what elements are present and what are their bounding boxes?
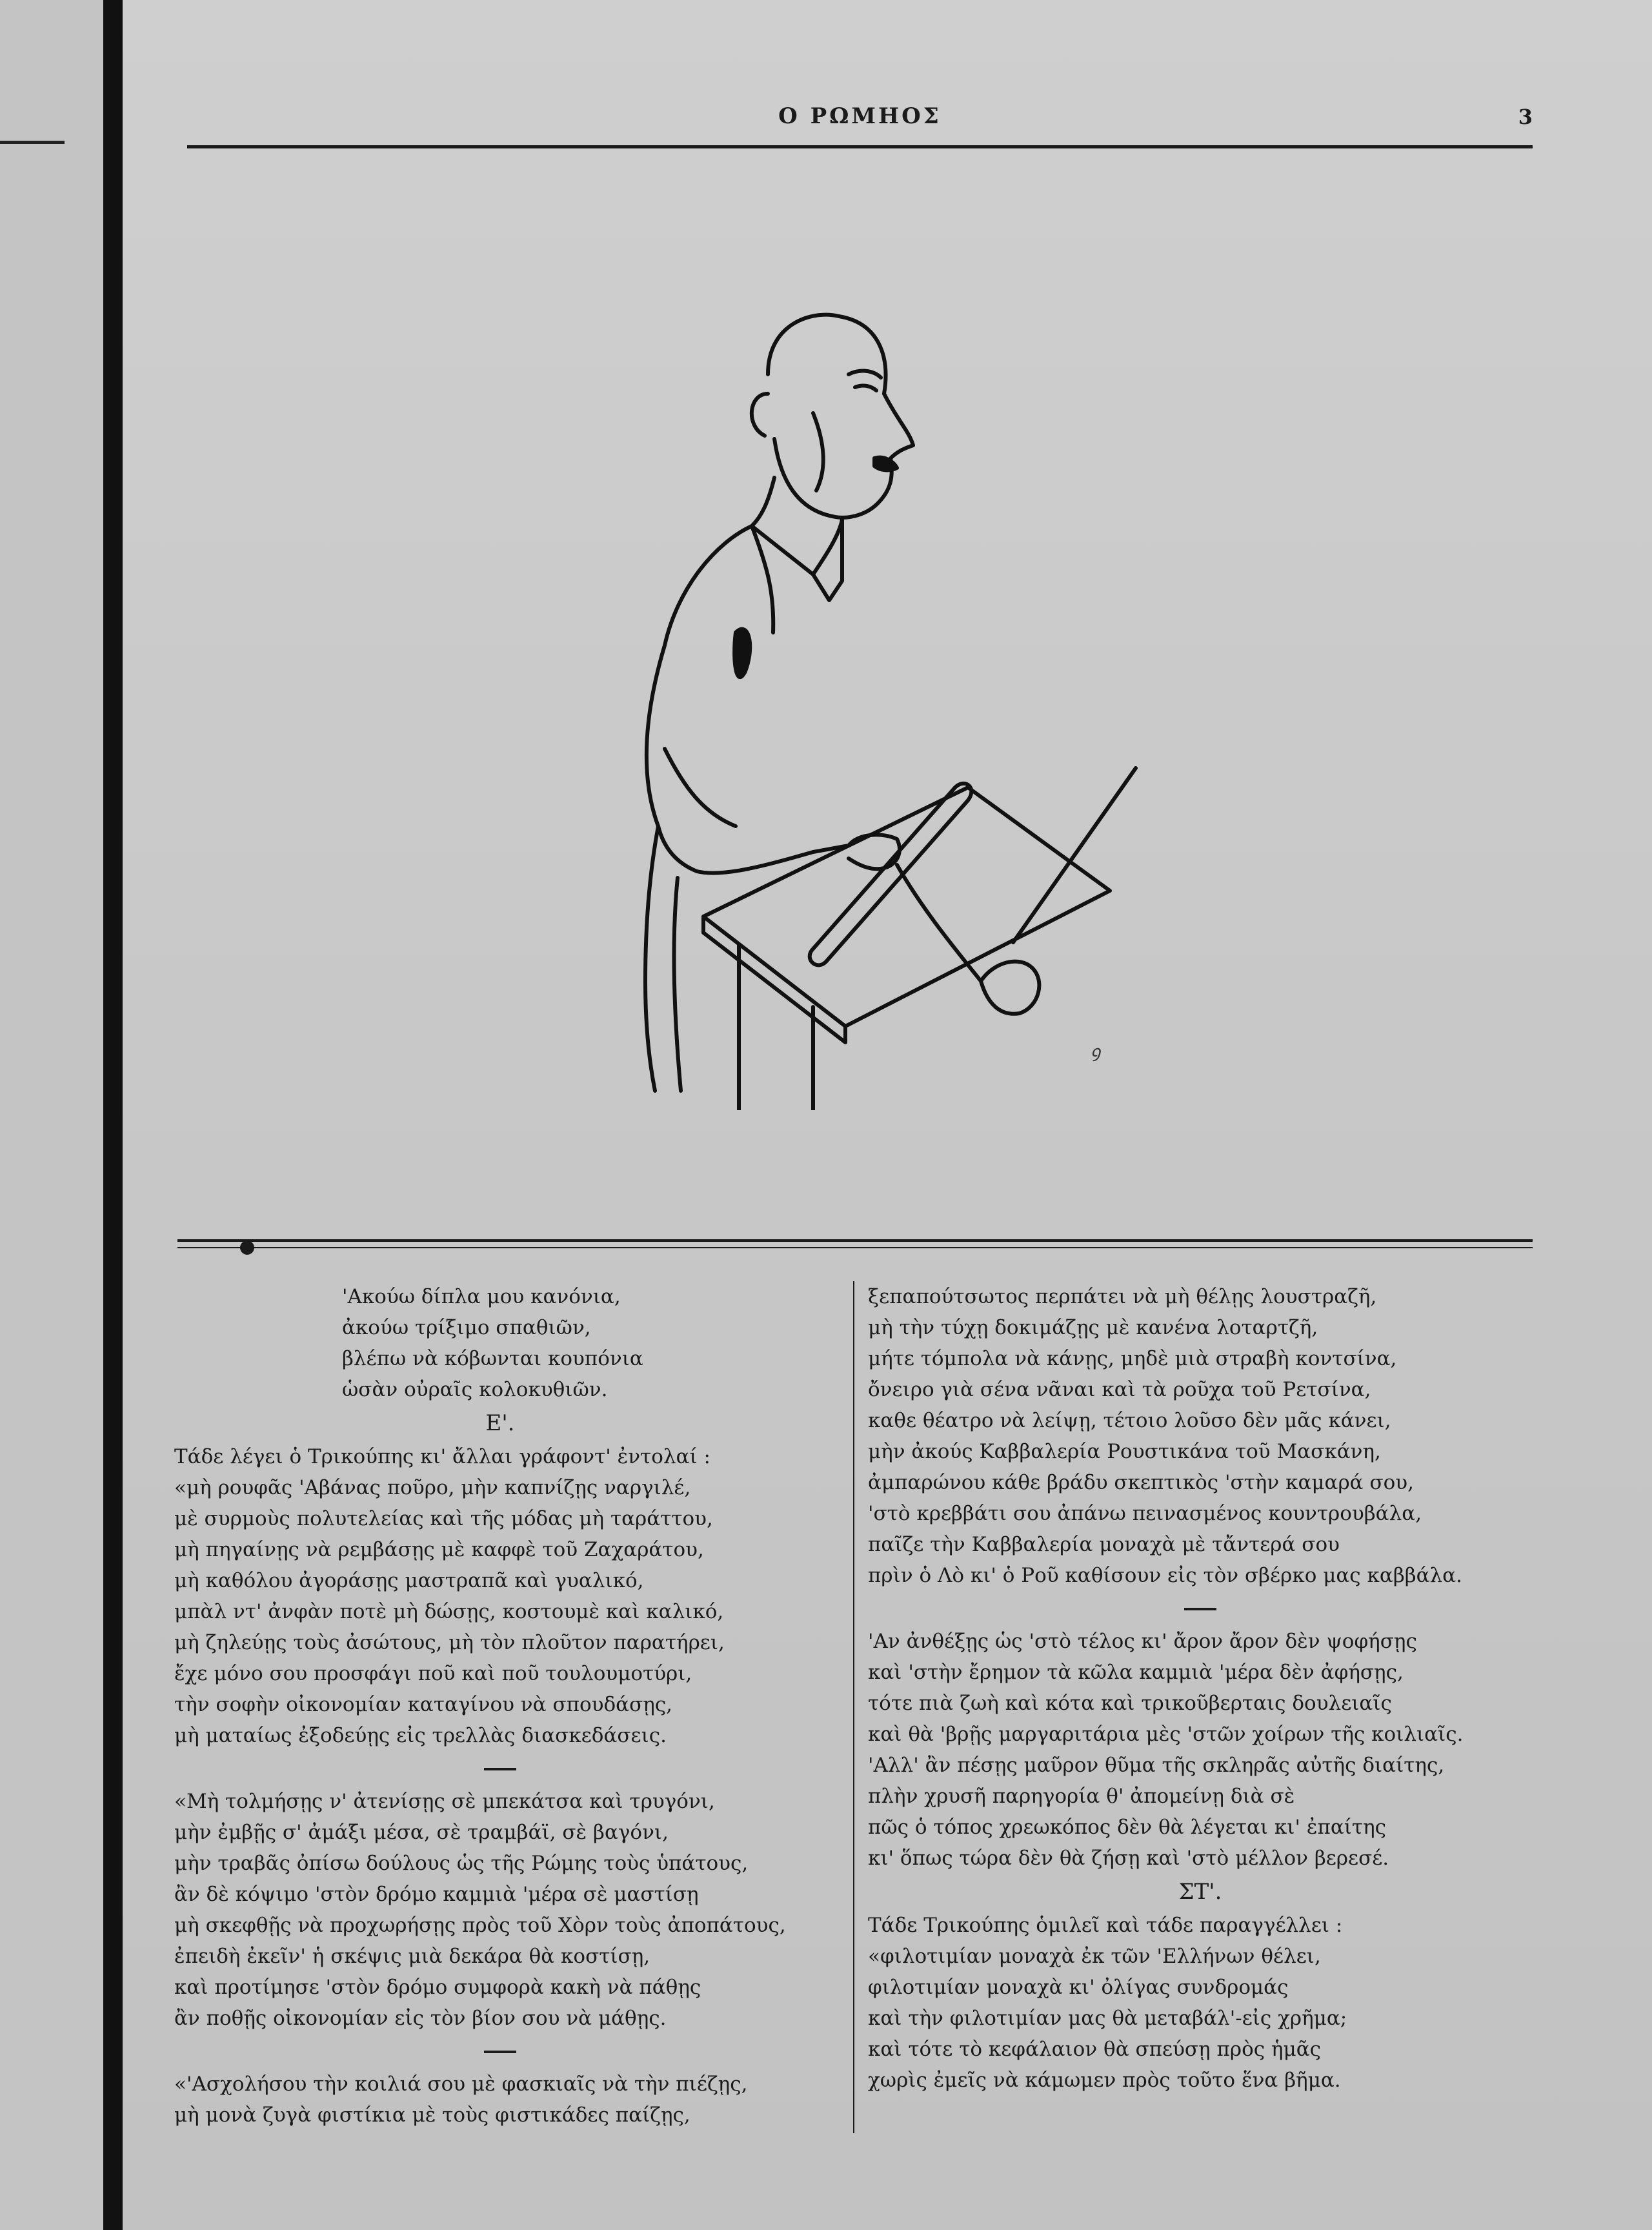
section-heading-e: Ε'. (485, 1410, 515, 1436)
column-divider (853, 1281, 854, 2133)
face-profile (832, 394, 913, 518)
verse-line: μὴν τραβᾶς ὀπίσω δούλους ὡς τῆς Ρώμης τοὺς ὑπάτους, (174, 1852, 749, 1875)
left-column (174, 1281, 826, 2131)
verse-line: μὴ πηγαίνῃς νὰ ρεμβάσῃς μὲ καφφὲ τοῦ Ζαχαράτου, (174, 1538, 704, 1561)
verse-line: καὶ θὰ 'βρῇς μαργαριτάρια μὲς 'στῶν χοίρων τῆς κοιλιαῖς. (868, 1723, 1464, 1746)
book-gutter (103, 0, 123, 2230)
stanza (868, 1626, 1533, 1874)
newspaper-title: Ο ΡΩΜΗΟΣ (778, 103, 942, 129)
leg-line (674, 878, 681, 1091)
stanza-separator (484, 1768, 516, 1770)
verse-line: τότε πιὰ ζωὴ καὶ κότα καὶ τρικοῦβερταις δουλειαῖς (868, 1692, 1392, 1715)
verse-line: καὶ 'στὴν ἔρημον τὰ κῶλα καμμιὰ 'μέρα δὲν ἀφήσῃς, (868, 1661, 1404, 1684)
verse-line: «'Ασχολήσου τὴν κοιλιά σου μὲ φασκιαῖς νὰ τὴν πιέζῃς, (174, 2073, 748, 2096)
verse-line: παῖζε τὴν Καββαλερία μοναχὰ μὲ τἄντερά σου (868, 1533, 1340, 1556)
stanza (174, 2069, 826, 2131)
verse-line: ἐπειδὴ ἐκεῖν' ἡ σκέψις μιὰ δεκάρα θὰ κοστίσῃ, (174, 1945, 650, 1968)
artist-signature: ꝯ (1091, 1042, 1101, 1062)
verse-line: «Μὴ τολμήσῃς ν' ἀτενίσῃς σὲ μπεκάτσα καὶ τρυγόνι, (174, 1790, 715, 1813)
verse-line: 'Αν ἀνθέξῃς ὡς 'στὸ τέλος κι' ἄρον ἄρον δὲν ψοφήσῃς (868, 1630, 1417, 1653)
verse-line: «μὴ ρουφᾶς 'Αβάνας ποῦρο, μὴν καπνίζῃς ναργιλέ, (174, 1476, 691, 1499)
cheek-line (813, 413, 823, 491)
verse-line: βλέπω νὰ κόβωνται κουπόνια (342, 1347, 643, 1370)
verse-line: ἂν δὲ κόψιμο 'στὸν δρόμο καμμιὰ 'μέρα σὲ μαστίσῃ (174, 1883, 699, 1906)
verse-line: μὴν ἐμβῇς σ' ἀμάξι μέσα, σὲ τραμβάϊ, σὲ βαγόνι, (174, 1821, 669, 1844)
verse-line: τὴν σοφὴν οἰκονομίαν καταγίνου νὰ σπουδάσῃς, (174, 1693, 673, 1716)
verse-line: μὴ ματαίως ἐξοδεύῃς εἰς τρελλὰς διασκεδάσεις. (174, 1724, 667, 1747)
verse-line: φιλοτιμίαν μοναχὰ κι' ὀλίγας συνδρομάς (868, 1976, 1289, 1999)
facing-page-edge (0, 0, 103, 2230)
coat-tail (645, 826, 658, 1091)
verse-line: μὴ τὴν τύχῃ δοκιμάζῃς μὲ κανένα λοταρτζῆ, (868, 1316, 1318, 1339)
verse-line: μὴ καθόλου ἀγοράσῃς μαστραπᾶ καὶ γυαλικό, (174, 1569, 644, 1592)
intro-stanza (174, 1281, 826, 1405)
eye (855, 386, 876, 390)
coat-pocket-flame (734, 629, 750, 677)
verse-line: «φιλοτιμίαν μοναχὰ ἐκ τῶν 'Ελλήνων θέλει, (868, 1945, 1321, 1968)
facing-page-rule (0, 141, 65, 144)
verse-line: ξεπαπούτσωτος περπάτει νὰ μὴ θέλῃς λουστραζῆ, (868, 1285, 1377, 1308)
verse-line: ὄνειρο γιὰ σένα νᾶναι καὶ τὰ ροῦχα τοῦ Ρετσίνα, (868, 1378, 1371, 1401)
verse-line: καὶ προτίμησε 'στὸν δρόμο συμφορὰ κακὴ νὰ πάθῃς (174, 1976, 701, 1999)
verse-line: 'στὸ κρεββάτι σου ἀπάνω πεινασμένος κουντρουβάλα, (868, 1502, 1422, 1525)
verse-line: ἀμπαρώνου κάθε βράδυ σκεπτικὸς 'στὴν καμαρά σου, (868, 1471, 1414, 1494)
section-rule-thin (177, 1247, 1533, 1248)
verse-line: 'Αλλ' ἂν πέσῃς μαῦρον θῦμα τῆς σκληρᾶς αὐτῆς διαίτης, (868, 1754, 1445, 1777)
verse-line: 'Ακούω δίπλα μου κανόνια, (342, 1285, 621, 1308)
verse-line: ἀκούω τρίξιμο σπαθιῶν, (342, 1316, 591, 1339)
rule-ornament (240, 1241, 254, 1255)
section-rule-thick (177, 1239, 1533, 1242)
stanza (174, 1786, 826, 2034)
verse-line: Τάδε λέγει ὁ Τρικούπης κι' ἄλλαι γράφοντ' ἐντολαί : (174, 1445, 710, 1468)
verse-line: μὴ σκεφθῇς νὰ προχωρήσῃς πρὸς τοῦ Χὸρν τοὺς ἀποπάτους, (174, 1914, 786, 1937)
verse-line: μὴ μονὰ ζυγὰ φιστίκια μὲ τοὺς φιστικάδες παίζῃς, (174, 2103, 690, 2127)
page-number: 3 (1518, 105, 1533, 129)
stanza-separator (484, 2051, 516, 2053)
verse-line: μὲ συρμοὺς πολυτελείας καὶ τῆς μόδας μὴ ταράττου, (174, 1507, 713, 1530)
right-column (868, 1281, 1533, 2096)
verse-line: μπὰλ ντ' ἀνφὰν ποτὲ μὴ δώσῃς, κοστουμὲ καὶ καλικό, (174, 1600, 724, 1623)
verse-line: μὴ ζηλεύῃς τοὺς ἀσώτους, μὴ τὸν πλοῦτον παρατήρει, (174, 1631, 725, 1654)
stanza (174, 1441, 826, 1751)
verse-line: πλὴν χρυσῆ παρηγορία θ' ἀπομείνῃ διὰ σὲ (868, 1785, 1295, 1808)
verse-line: Τάδε Τρικούπης ὁμιλεῖ καὶ τάδε παραγγέλλει : (868, 1914, 1343, 1937)
stanza (868, 1910, 1533, 2096)
verse-line: κι' ὅπως τώρα δὲν θὰ ζήσῃ καὶ 'στὸ μέλλον βερεσέ. (868, 1847, 1389, 1870)
verse-line: ἂν ποθῇς οἰκονομίαν εἰς τὸν βίον σου νὰ μάθῃς. (174, 2007, 667, 2030)
bald-head (768, 315, 885, 394)
header-rule (187, 145, 1533, 148)
caricature-illustration (620, 297, 1187, 1110)
verse-line: πρὶν ὁ Λὸ κι' ὁ Ροῦ καθίσουν εἰς τὸν σβέρκο μας καββάλα. (868, 1564, 1463, 1587)
verse-line: ὡσὰν οὐραῖς κολοκυθιῶν. (342, 1378, 608, 1401)
verse-line: καθε θέατρο νὰ λείψῃ, τέτοιο λοῦσο δὲν μᾶς κάνει, (868, 1409, 1391, 1432)
section-heading-st: ΣΤ'. (1178, 1879, 1222, 1905)
verse-line: μήτε τόμπολα νὰ κάνῃς, μηδὲ μιὰ στραβὴ κοντσίνα, (868, 1347, 1397, 1370)
stanza-separator (1184, 1608, 1216, 1610)
fist (981, 962, 1039, 1014)
ear (752, 394, 768, 436)
coat-back (647, 526, 752, 871)
mustache (874, 458, 897, 471)
verse-line: καὶ τότε τὸ κεφάλαιον θὰ σπεύσῃ πρὸς ἡμᾶς (868, 2038, 1322, 2061)
page-header (187, 97, 1533, 148)
verse-line: χωρὶς ἐμεῖς νὰ κάμωμεν πρὸς τοῦτο ἕνα βῆμα. (868, 2069, 1341, 2092)
verse-line: πῶς ὁ τόπος χρεωκόπος δὲν θὰ λέγεται κι' ἐπαίτης (868, 1816, 1387, 1839)
conductor-baton (1013, 768, 1136, 942)
eyebrow (849, 371, 881, 378)
verse-line: ἔχε μόνο σου προσφάγι ποῦ καὶ ποῦ τουλουμοτύρι, (174, 1662, 692, 1685)
verse-line: καὶ τὴν φιλοτιμίαν μας θὰ μεταβάλ'-εἰς χρῆμα; (868, 2007, 1347, 2030)
stanza (868, 1281, 1533, 1591)
verse-line: μὴν ἀκούς Καββαλερία Ρουστικάνα τοῦ Μασκάνη, (868, 1440, 1381, 1463)
sleeve-lower (665, 749, 736, 826)
sleeve (697, 846, 849, 873)
lectern-top (703, 787, 1110, 1026)
